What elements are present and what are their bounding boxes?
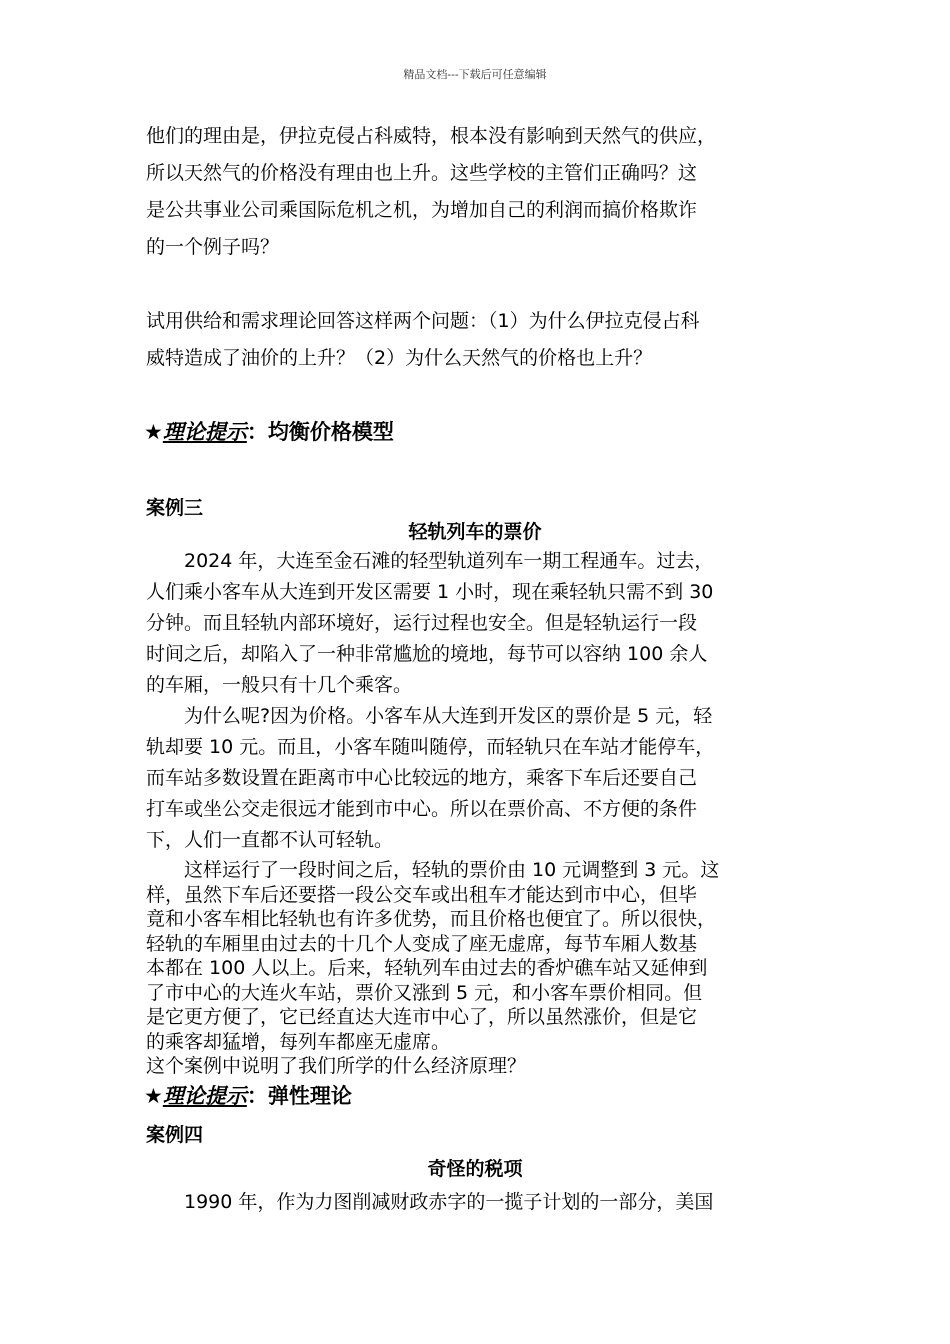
text-line: 是公共事业公司乘国际危机之机，为增加自己的利润而搞价格欺诈 (146, 199, 698, 221)
text-line: 这样运行了一段时间之后，轻轨的票价由 10 元调整到 3 元。这 (184, 859, 720, 881)
text-line: 轻轨的车厢里由过去的十几个人变成了座无虚席，每节车厢人数基 (146, 932, 698, 955)
text-line: 他们的理由是，伊拉克侵占科威特，根本没有影响到天然气的供应， (146, 125, 717, 147)
case-3-label: 案例三 (146, 497, 204, 519)
text-line: 本都在 100 人以上。后来，轻轨列车由过去的香炉礁车站又延伸到 (146, 957, 708, 979)
hint-topic: 弹性理论 (267, 1084, 352, 1108)
case-4-label: 案例四 (146, 1124, 204, 1146)
text-line: 样，虽然下车后还要搭一段公交车或出租车才能达到市中心，但毕 (146, 883, 698, 906)
hint-keyword: 理论提示 (162, 1084, 247, 1108)
text-line: 分钟。而且轻轨内部环境好，运行过程也安全。但是轻轨运行一段 (146, 612, 698, 634)
text-line: 了市中心的大连火车站，票价又涨到 5 元，和小客车票价相同。但 (146, 981, 703, 1004)
case-3-paragraph-2 (146, 701, 810, 856)
case-3-paragraph-1 (146, 546, 810, 701)
theory-hint-2 (144, 1080, 352, 1110)
paragraph-1 (146, 118, 810, 266)
hint-keyword: 理论提示 (162, 420, 247, 444)
text-line: 时间之后，却陷入了一种非常尴尬的境地，每节可以容纳 100 余人 (146, 643, 708, 665)
text-line: 2024 年，大连至金石滩的轻型轨道列车一期工程通车。过去， (184, 550, 714, 572)
star-icon: ★ (144, 1084, 163, 1108)
case-3-paragraph-3 (146, 858, 810, 1079)
text-line: 的乘客却猛增，每列车都座无虚席。 (146, 1030, 451, 1053)
text-line: 的一个例子吗？ (146, 236, 280, 258)
text-line: 威特造成了油价的上升？（2）为什么天然气的价格也上升？ (146, 347, 653, 369)
star-icon: ★ (144, 420, 163, 444)
case-4-title: 奇怪的税项 (427, 1158, 523, 1180)
theory-hint-1 (144, 416, 394, 446)
text-line: 轨却要 10 元。而且，小客车随叫随停，而轻轨只在车站才能停车， (146, 736, 715, 758)
text-line: 人们乘小客车从大连到开发区需要 1 小时，现在乘轻轨只需不到 30 (146, 581, 714, 603)
text-line: 所以天然气的价格没有理由也上升。这些学校的主管们正确吗？这 (146, 162, 698, 184)
hint-topic: 均衡价格模型 (267, 420, 394, 444)
text-line: 试用供给和需求理论回答这样两个问题：（1）为什么伊拉克侵占科 (146, 310, 700, 332)
text-line: 是它更方便了，它已经直达大连市中心了，所以虽然涨价，但是它 (146, 1006, 698, 1028)
text-line: 竟和小客车相比轻轨也有许多优势，而且价格也便宜了。所以很快， (146, 908, 717, 930)
text-line: 1990 年，作为力图削减财政赤字的一揽子计划的一部分，美国 (184, 1191, 714, 1213)
text-line: 的车厢，一般只有十几个乘客。 (146, 674, 413, 696)
case-4-paragraph-1 (146, 1187, 810, 1218)
question-line: 这个案例中说明了我们所学的什么经济原理？ (146, 1055, 527, 1077)
text-line: 而车站多数设置在距离市中心比较远的地方，乘客下车后还要自己 (146, 767, 698, 789)
text-line: 下，人们一直都不认可轻轨。 (146, 829, 394, 851)
text-line: 为什么呢?因为价格。小客车从大连到开发区的票价是 5 元，轻 (184, 705, 713, 727)
case-3-title: 轻轨列车的票价 (408, 521, 542, 543)
hint-colon: ： (246, 1084, 268, 1108)
paragraph-2 (146, 303, 810, 377)
page-header: 精品文档---下载后可任意编辑 (403, 68, 547, 81)
text-line: 打车或坐公交走很远才能到市中心。所以在票价高、不方便的条件 (146, 798, 698, 820)
hint-colon: ： (246, 420, 268, 444)
